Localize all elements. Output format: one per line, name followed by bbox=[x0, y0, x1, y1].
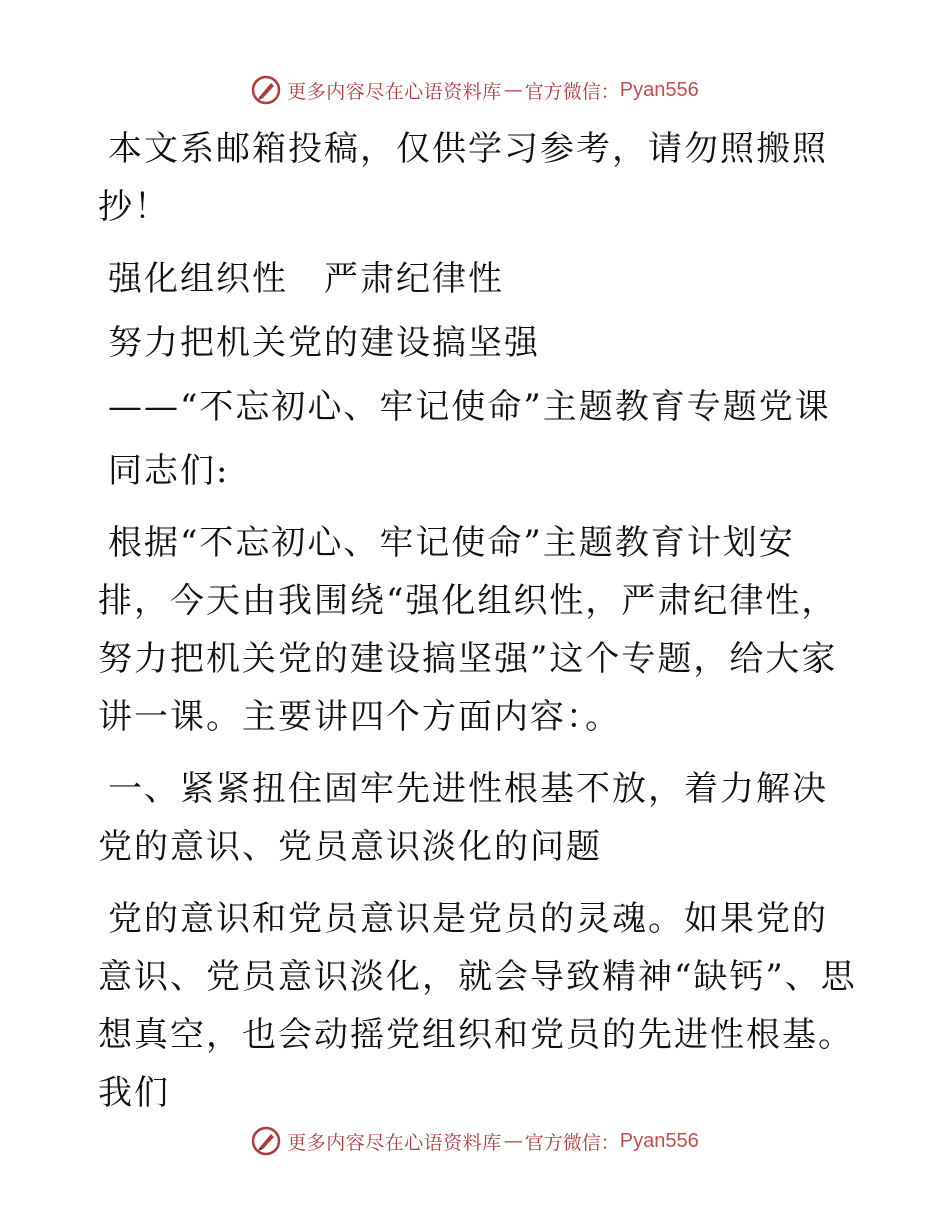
banner-wechat-id: Pyan556 bbox=[619, 1129, 699, 1152]
banner-wechat-label: 官方微信： bbox=[524, 80, 620, 103]
banner-wechat-id: Pyan556 bbox=[619, 78, 699, 101]
banner-separator: — bbox=[503, 1130, 523, 1152]
pen-logo-icon bbox=[251, 75, 281, 105]
section1-body: 党的意识和党员意识是党员的灵魂。如果党的意识、党员意识淡化，就会导致精神“缺钙”、思想真空，也会动摇党组织和党员的先进性根基。我们 bbox=[98, 899, 857, 1113]
subtitle: ——“不忘初心、牢记使命”主题教育专题党课 bbox=[108, 387, 831, 427]
footer-banner bbox=[0, 1121, 950, 1161]
salutation: 同志们: bbox=[108, 451, 230, 491]
intro-paragraph: 根据“不忘初心、牢记使命”主题教育计划安排，今天由我围绕“强化组织性，严肃纪律性，努力把机关党的建设搞坚强”这个专题，给大家讲一课。主要讲四个方面内容：。 bbox=[98, 523, 838, 737]
document-body bbox=[98, 120, 858, 1136]
title-line-1: 强化组织性 严肃纪律性 bbox=[108, 259, 504, 299]
section1-heading: 一、紧紧扭住固牢先进性根基不放，着力解决党的意识、党员意识淡化的问题 bbox=[98, 769, 828, 867]
banner-text: 更多内容尽在心语资料库 bbox=[287, 80, 502, 103]
header-banner bbox=[0, 70, 950, 110]
banner-text: 更多内容尽在心语资料库 bbox=[287, 1131, 502, 1154]
banner-separator: — bbox=[503, 79, 523, 101]
banner-wechat-label: 官方微信： bbox=[524, 1131, 620, 1154]
title-line-2: 努力把机关党的建设搞坚强 bbox=[108, 323, 540, 363]
pen-logo-icon bbox=[251, 1126, 281, 1156]
notice-paragraph: 本文系邮箱投稿，仅供学习参考，请勿照搬照抄！ bbox=[98, 129, 828, 227]
